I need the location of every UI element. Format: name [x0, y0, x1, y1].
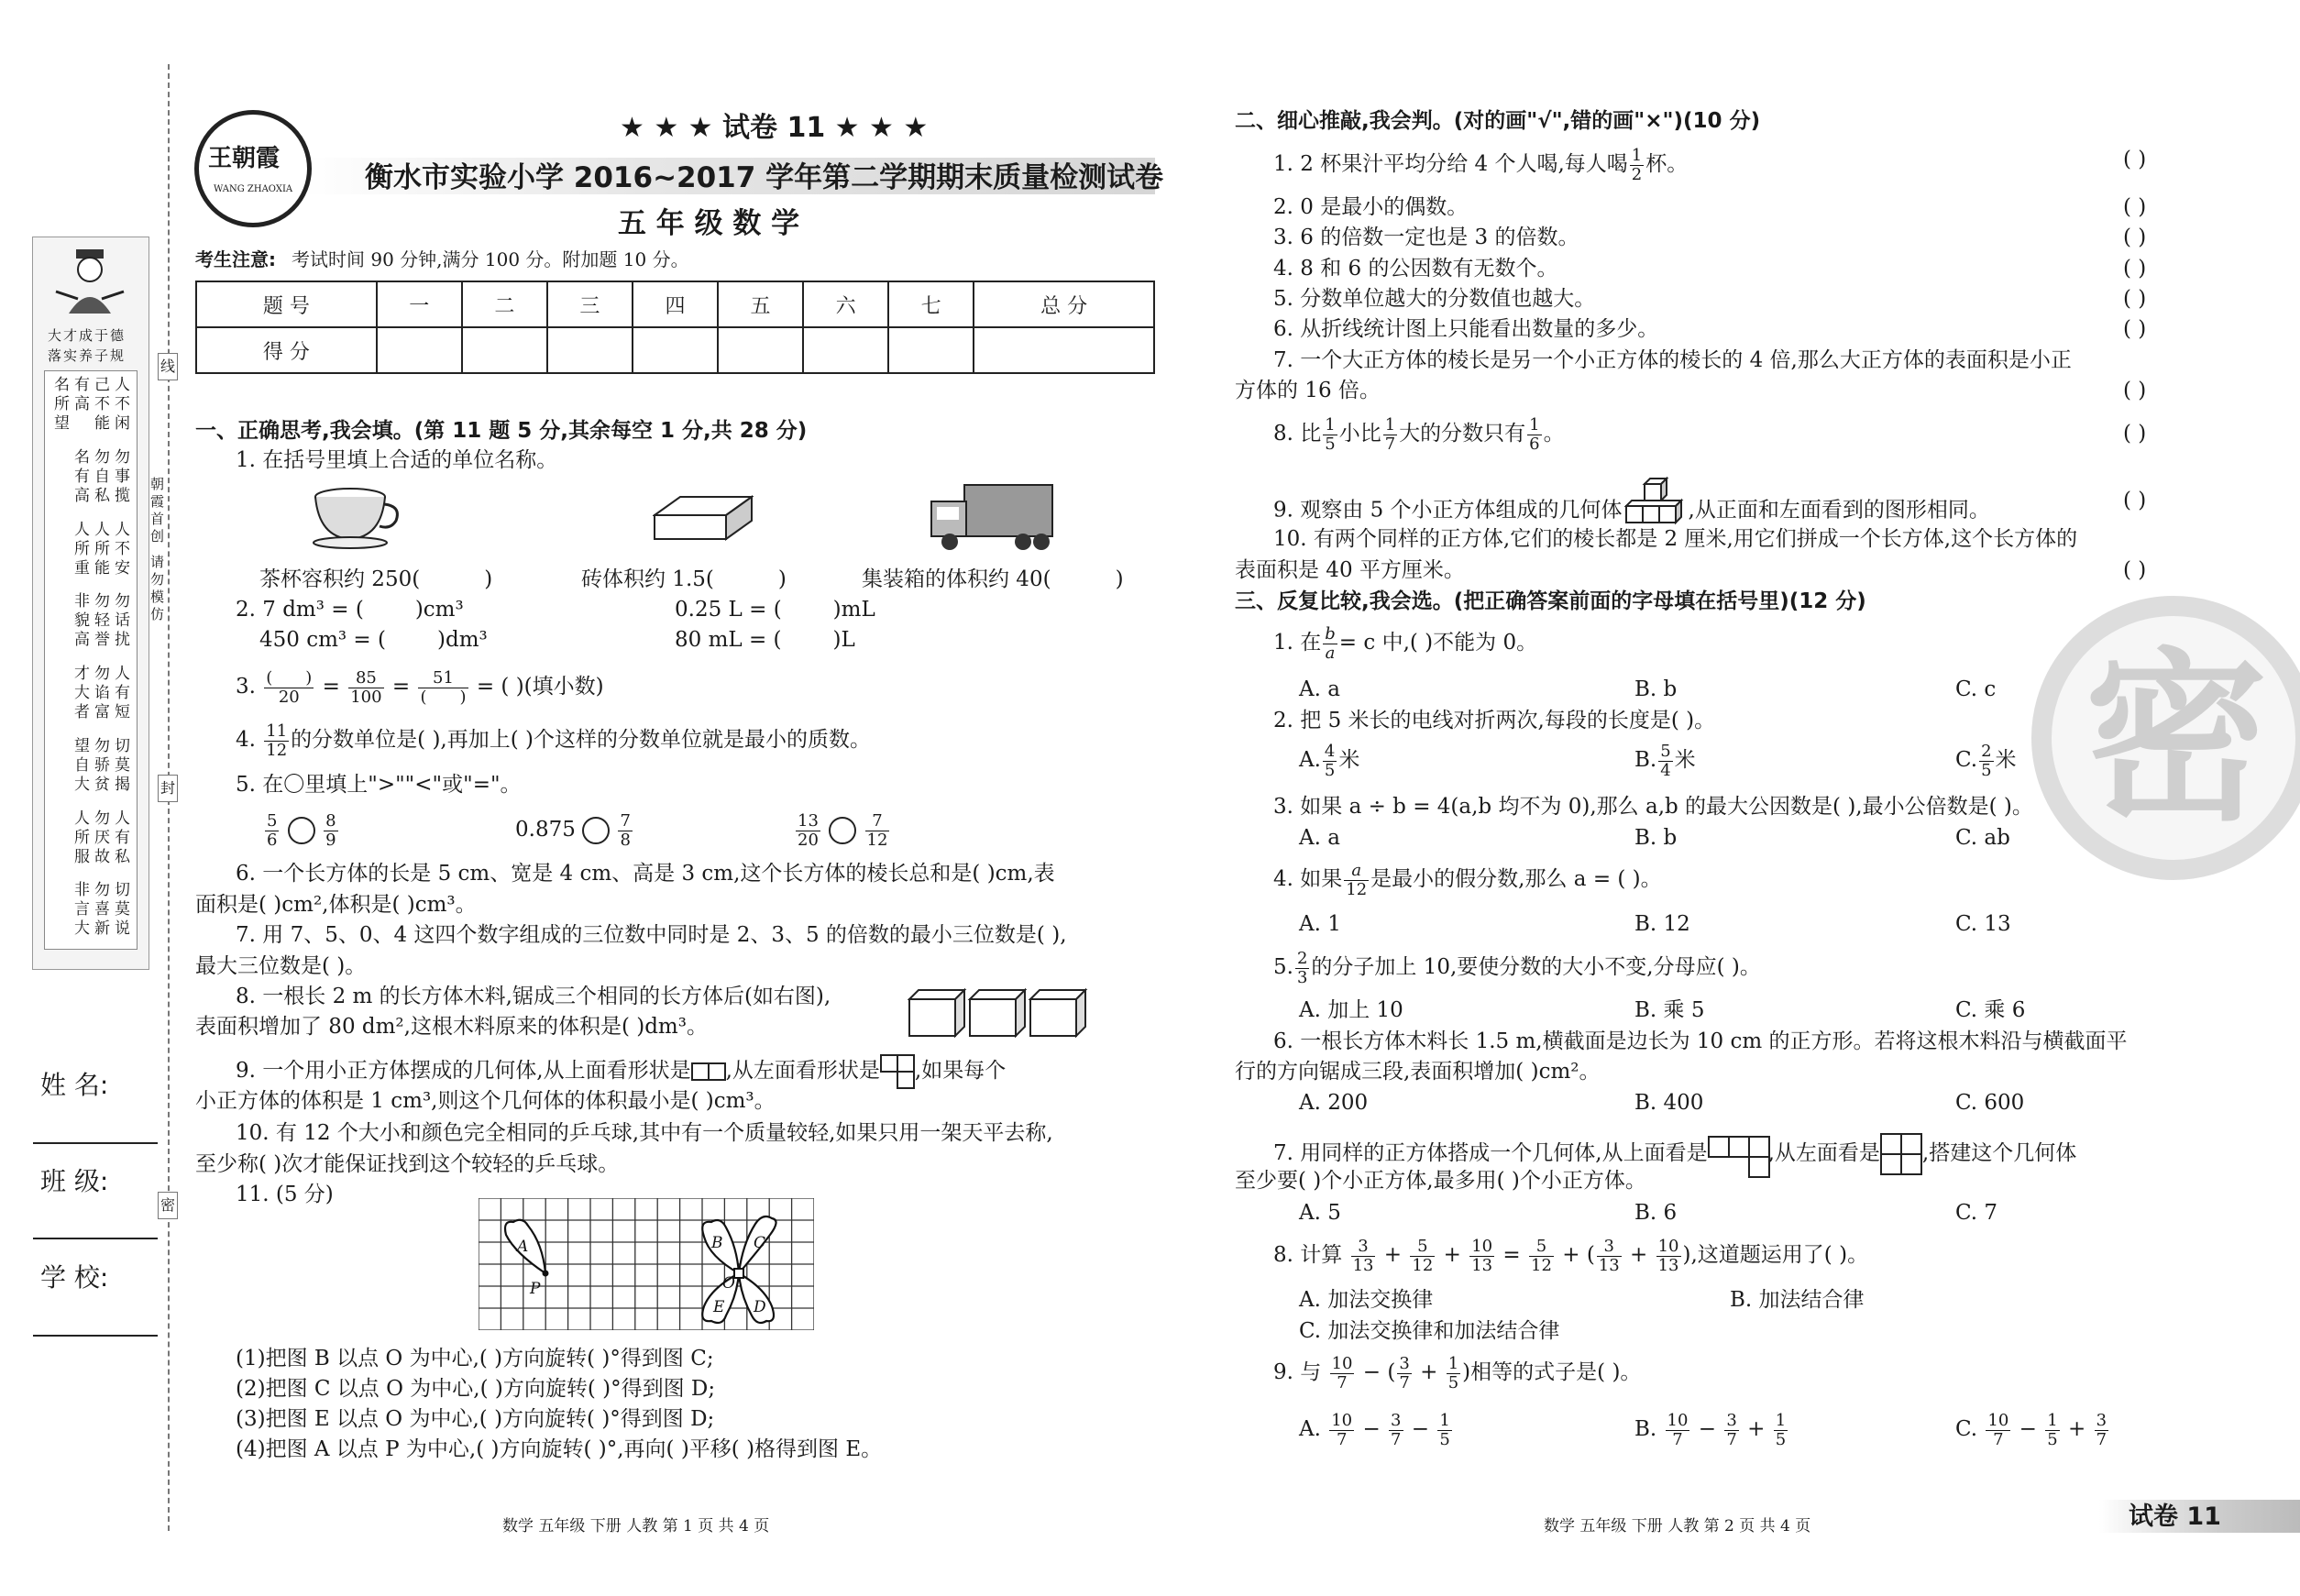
label-p: P	[530, 1280, 541, 1298]
s3-q3: 3. 如果 a ÷ b = 4(a,b 均不为 0),那么 a,b 的最大公因数是( ),最小公倍数是( )。	[1273, 795, 2033, 819]
name-label: 姓 名:	[40, 1070, 109, 1100]
score-cell: 一	[377, 281, 462, 327]
name-field[interactable]	[33, 1142, 158, 1144]
score-input[interactable]	[547, 327, 633, 373]
answer-paren[interactable]: ( )	[2123, 287, 2147, 311]
fold-label-line: 线	[158, 353, 178, 380]
score-value-row	[196, 327, 1154, 373]
s3-q1-opt-c: C. c	[1955, 677, 1997, 701]
answer-paren[interactable]: ( )	[2123, 558, 2147, 582]
score-cell: 总 分	[974, 281, 1154, 327]
s3-q3-opt-c: C. ab	[1955, 826, 2010, 850]
score-input[interactable]	[377, 327, 462, 373]
s1-q2b: 0.25 L = ( )mL	[675, 598, 875, 622]
s3-q8: 8. 计算 $\frac{3}{13}$ + $\frac{5}{12}$ + $\frac{10}{13}$ = $\frac{5}{12}$ + ( $\frac{3}{13}$ + $\frac{10}{13}$ ),这道题运用了( )。	[1273, 1236, 1869, 1275]
class-label: 班 级:	[40, 1166, 109, 1196]
s1-q1: 1. 在括号里填上合适的单位名称。	[236, 448, 558, 472]
logo-sub: WANG ZHAOXIA	[214, 184, 293, 194]
s3-q5-opt-c: C. 乘 6	[1955, 998, 2026, 1022]
score-table	[195, 281, 1155, 374]
score-input[interactable]	[974, 327, 1154, 373]
answer-paren[interactable]: ( )	[2123, 489, 2147, 512]
point-p	[543, 1271, 549, 1277]
logo-text: 王朝霞	[208, 145, 281, 172]
fold-label-secret: 密	[158, 1192, 178, 1219]
s3-q7-opt-b: B. 6	[1634, 1201, 1678, 1225]
container-truck-icon	[928, 481, 1056, 558]
s1-q11-4: (4)把图 A 以点 P 为中心,( )方向旋转( )°,再向( )平移( )格得到图 E。	[236, 1437, 883, 1461]
score-input[interactable]	[718, 327, 803, 373]
cut-wood-figure	[908, 986, 1091, 1045]
s2-q7a: 7. 一个大正方体的棱长是另一个小正方体的棱长的 4 倍,那么大正方体的表面积是小正	[1273, 348, 2072, 372]
proverb-1: 人不闲 己不能 有高 名所望	[50, 376, 129, 434]
proverb-5: 人有短 勿谄富 才大者	[71, 665, 129, 722]
answer-paren[interactable]: ( )	[2123, 195, 2147, 219]
score-cell: 题 号	[196, 281, 377, 327]
s3-q7a: 7. 用同样的正方体搭成一个几何体,从上面看是 ,从左面看是 ,搭建这个几何体	[1273, 1133, 2076, 1175]
s1-q1-item-1: 茶杯容积约 250( )	[259, 567, 493, 591]
s2-q10b: 表面积是 40 平方厘米。	[1235, 558, 1465, 582]
s1-q6a: 6. 一个长方体的长是 5 cm、宽是 4 cm、高是 3 cm,这个长方体的棱长总和是( )cm,表	[236, 862, 1055, 886]
s1-q11: 11. (5 分)	[236, 1183, 334, 1206]
score-input[interactable]	[633, 327, 718, 373]
fold-label-seal: 封	[158, 775, 178, 802]
s3-q9-opt-c: C. $\frac{10}{7}$ − $\frac{1}{5}$ + $\frac{3}{7}$	[1955, 1410, 2107, 1449]
section3-title: 三、反复比较,我会选。(把正确答案前面的字母填在括号里)(12 分)	[1235, 589, 1866, 613]
answer-paren[interactable]: ( )	[2123, 317, 2147, 341]
label-d: D	[754, 1298, 766, 1316]
s3-q7b: 至少要( )个小正方体,最多用( )个小正方体。	[1235, 1169, 1646, 1193]
s3-q5-opt-a: A. 加上 10	[1299, 998, 1403, 1022]
s3-q8-opt-a: A. 加法交换律	[1299, 1288, 1434, 1312]
s3-q2-opt-b: B. $\frac{5}{4}$ 米	[1634, 741, 1696, 780]
s2-q6: 6. 从折线统计图上只能看出数量的多少。	[1273, 317, 1659, 341]
section1-title: 一、正确思考,我会填。(第 11 题 5 分,其余每空 1 分,共 28 分)	[195, 419, 808, 443]
s3-q4-opt-b: B. 12	[1634, 912, 1690, 936]
footer-left: 数学 五年级 下册 人教 第 1 页 共 4 页	[502, 1517, 770, 1535]
fraction: $\frac{51}{( )}$	[420, 667, 467, 707]
s3-q5: 5. $\frac{2}{3}$ 的分子加上 10,要使分数的大小不变,分母应( )。	[1273, 948, 1761, 987]
score-cell: 四	[633, 281, 718, 327]
s1-q8b: 表面积增加了 80 dm²,这根木料原来的体积是( )dm³。	[195, 1015, 708, 1039]
s3-q2-opt-c: C. $\frac{2}{5}$ 米	[1955, 741, 2017, 780]
s1-q9b: 小正方体的体积是 1 cm³,则这个几何体的体积最小是( )cm³。	[195, 1089, 776, 1113]
score-cell: 七	[888, 281, 974, 327]
compare-circle[interactable]	[288, 817, 315, 844]
s1-q2c: 450 cm³ = ( )dm³	[259, 628, 488, 652]
answer-paren[interactable]: ( )	[2123, 379, 2147, 402]
banner-top-text: 大才成于德	[48, 327, 127, 344]
score-cell: 二	[462, 281, 547, 327]
score-header-row	[196, 281, 1154, 327]
s3-q4: 4. 如果 $\frac{a}{12}$ 是最小的假分数,那么 a = ( )。	[1273, 860, 1662, 899]
s2-q8: 8. 比 $\frac{1}{5}$ 小比 $\frac{1}{7}$ 大的分数只有 $\frac{1}{6}$ 。	[1273, 414, 1565, 454]
s3-q2-opt-a: A. $\frac{4}{5}$ 米	[1299, 741, 1360, 780]
s1-q5: 5. 在〇里填上">""<"或"="。	[236, 773, 522, 797]
answer-paren[interactable]: ( )	[2123, 422, 2147, 446]
notice-label: 考生注意:	[195, 248, 276, 270]
s3-q9: 9. 与 $\frac{10}{7}$ − ( $\frac{3}{7}$ + $\frac{1}{5}$ )相等的式子是( )。	[1273, 1353, 1642, 1392]
s3-q9-opt-a: A. $\frac{10}{7}$ − $\frac{3}{7}$ − $\frac{1}{5}$	[1299, 1410, 1450, 1449]
score-input[interactable]	[462, 327, 547, 373]
s3-q7-opt-c: C. 7	[1955, 1201, 1998, 1225]
s1-q2a: 2. 7 dm³ = ( )cm³	[236, 598, 464, 622]
s3-q4-opt-c: C. 13	[1955, 912, 2011, 936]
brick-icon	[653, 495, 754, 545]
subject-title: 五 年 级 数 学	[618, 207, 800, 240]
score-row-label: 得 分	[196, 327, 377, 373]
score-cell: 六	[803, 281, 888, 327]
point-o	[734, 1269, 743, 1278]
s3-q1: 1. 在 $\frac{b}{a}$ = c 中,( )不能为 0。	[1273, 623, 1538, 663]
series-title: ★ ★ ★ 试卷 11 ★ ★ ★	[620, 112, 929, 144]
proverb-7: 人有私 勿厌故 人所服	[71, 809, 129, 867]
label-a: A	[517, 1238, 529, 1256]
s3-q6-opt-a: A. 200	[1299, 1091, 1369, 1115]
notice-text: 考试时间 90 分钟,满分 100 分。附加题 10 分。	[292, 248, 689, 270]
s2-q5: 5. 分数单位越大的分数值也越大。	[1273, 287, 1596, 311]
s1-q1-item-3: 集装箱的体积约 40( )	[862, 567, 1124, 591]
proverb-2: 勿事揽 勿自私 名有高	[71, 447, 129, 506]
s1-q10b: 至少称( )次才能保证找到这个较轻的乒乓球。	[195, 1152, 620, 1176]
s3-q2: 2. 把 5 米长的电线对折两次,每段的长度是( )。	[1273, 709, 1716, 732]
s3-q8-opt-b: B. 加法结合律	[1730, 1288, 1865, 1312]
s2-q7b: 方体的 16 倍。	[1235, 379, 1381, 402]
compare-circle[interactable]	[582, 817, 610, 844]
score-input[interactable]	[803, 327, 888, 373]
footer-right: 数学 五年级 下册 人教 第 2 页 共 4 页	[1544, 1517, 1811, 1535]
copyright-notice: 朝霞首创 请勿模仿	[149, 477, 165, 624]
s1-q4: 4. $\frac{11}{12}$ 的分数单位是( ),再加上( )个这样的分数单位就是最小的质数。	[236, 721, 871, 760]
score-cell: 五	[718, 281, 803, 327]
s3-q4-opt-a: A. 1	[1299, 912, 1341, 936]
s1-q11-2: (2)把图 C 以点 O 为中心,( )方向旋转( )°得到图 D;	[236, 1377, 716, 1401]
s3-q7-opt-a: A. 5	[1299, 1201, 1341, 1225]
s1-q11-1: (1)把图 B 以点 O 为中心,( )方向旋转( )°得到图 C;	[236, 1347, 714, 1370]
compare-circle[interactable]	[829, 817, 856, 844]
class-field[interactable]	[33, 1238, 158, 1239]
s3-q5-opt-b: B. 乘 5	[1634, 998, 1705, 1022]
stamp-char: 密	[2085, 633, 2269, 846]
label-c: C	[754, 1234, 766, 1252]
s2-q4: 4. 8 和 6 的公因数有无数个。	[1273, 257, 1558, 281]
fraction: $\frac{( )}{20}$	[266, 667, 313, 707]
proverb-6: 切莫揭 勿骄贫 望自大	[71, 736, 129, 795]
score-input[interactable]	[888, 327, 974, 373]
label-b: B	[711, 1234, 723, 1252]
s1-q5-b: 0.875 $\frac{7}{8}$	[515, 810, 631, 850]
s2-q3: 3. 6 的倍数一定也是 3 的倍数。	[1273, 226, 1579, 249]
s1-q6b: 面积是( )cm²,体积是( )cm³。	[195, 893, 477, 917]
corner-label: 试卷 11	[2129, 1502, 2221, 1531]
s1-q7a: 7. 用 7、5、0、4 这四个数字组成的三位数中同时是 2、3、5 的倍数的最小三位数是( ),	[236, 923, 1067, 947]
s1-q11-3: (3)把图 E 以点 O 为中心,( )方向旋转( )°得到图 D;	[236, 1407, 715, 1431]
answer-paren[interactable]: ( )	[2123, 148, 2147, 171]
label-e: E	[713, 1298, 725, 1316]
s3-q3-opt-b: B. b	[1634, 826, 1678, 850]
section2-title: 二、细心推敲,我会判。(对的画"√",错的画"×")(10 分)	[1235, 109, 1761, 133]
answer-paren[interactable]: ( )	[2123, 226, 2147, 249]
proverbs	[50, 376, 130, 944]
s1-q3: 3. $\frac{( )}{20}$ = $\frac{85}{100}$ = $\frac{51}{( )}$ = ( )(填小数)	[236, 667, 604, 707]
s3-q6-opt-b: B. 400	[1634, 1091, 1704, 1115]
exam-title: 衡水市实验小学 2016~2017 学年第二学期期末质量检测试卷	[365, 161, 1164, 194]
answer-paren[interactable]: ( )	[2123, 257, 2147, 281]
rotation-grid	[479, 1198, 814, 1334]
banner-bottom-text: 落实养子规	[48, 347, 127, 364]
s3-q1-opt-b: B. b	[1634, 677, 1678, 701]
proverb-4: 勿话扰 勿轻誉 非貌高	[71, 592, 129, 651]
fraction: $\frac{11}{12}$	[266, 721, 288, 760]
score-cell: 三	[547, 281, 633, 327]
scholar-figure-icon	[50, 246, 129, 319]
s3-q8-opt-c: C. 加法交换律和加法结合律	[1299, 1319, 1560, 1343]
label-o: O	[722, 1274, 735, 1293]
s2-q1: 1. 2 杯果汁平均分给 4 个人喝,每人喝 $\frac{1}{2}$ 杯。	[1273, 145, 1689, 184]
s3-q1-opt-a: A. a	[1299, 677, 1340, 701]
s3-q6b: 行的方向锯成三段,表面积增加( )cm²。	[1235, 1060, 1601, 1084]
s2-q10a: 10. 有两个同样的正方体,它们的棱长都是 2 厘米,用它们拼成一个长方体,这个长方体的	[1273, 527, 2078, 551]
s1-q10a: 10. 有 12 个大小和颜色完全相同的乒乓球,其中有一个质量较轻,如果只用一架天平去称,	[236, 1121, 1053, 1145]
school-field[interactable]	[33, 1335, 158, 1337]
s3-q9-opt-b: B. $\frac{10}{7}$ − $\frac{3}{7}$ + $\frac{1}{5}$	[1634, 1410, 1787, 1449]
secret-stamp	[2031, 596, 2300, 880]
s1-q5-a: $\frac{5}{6}$ $\frac{8}{9}$	[267, 810, 336, 850]
logo-badge	[194, 110, 312, 227]
s2-q9: 9. 观察由 5 个小正方体组成的几何体 ,从正面和左面看到的图形相同。	[1273, 477, 1990, 545]
s1-q7b: 最大三位数是( )。	[195, 954, 367, 978]
proverb-3: 人不安 人所能 人所重	[71, 520, 129, 578]
teacup-icon	[312, 486, 403, 554]
s3-q3-opt-a: A. a	[1299, 826, 1340, 850]
fraction: $\frac{85}{100}$	[350, 667, 382, 707]
s1-q9a: 9. 一个用小正方体摆成的几何体,从上面看形状是 ,从左面看形状是 ,如果每个	[236, 1054, 1006, 1089]
s1-q2d: 80 mL = ( )L	[675, 628, 855, 652]
s3-q6a: 6. 一根长方体木料长 1.5 m,横截面是边长为 10 cm 的正方形。若将这根木料沿与横截面平	[1273, 1029, 2128, 1053]
s3-q6-opt-c: C. 600	[1955, 1091, 2025, 1115]
s1-q8a: 8. 一根长 2 m 的长方体木料,锯成三个相同的长方体后(如右图),	[236, 985, 831, 1008]
s1-q5-c: $\frac{13}{20}$ $\frac{7}{12}$	[798, 810, 888, 850]
proverb-8: 切莫说 勿喜新 非言大	[71, 881, 129, 940]
s1-q1-item-2: 砖体积约 1.5( )	[581, 567, 787, 591]
s2-q2: 2. 0 是最小的偶数。	[1273, 195, 1469, 219]
school-label: 学 校:	[40, 1262, 109, 1293]
